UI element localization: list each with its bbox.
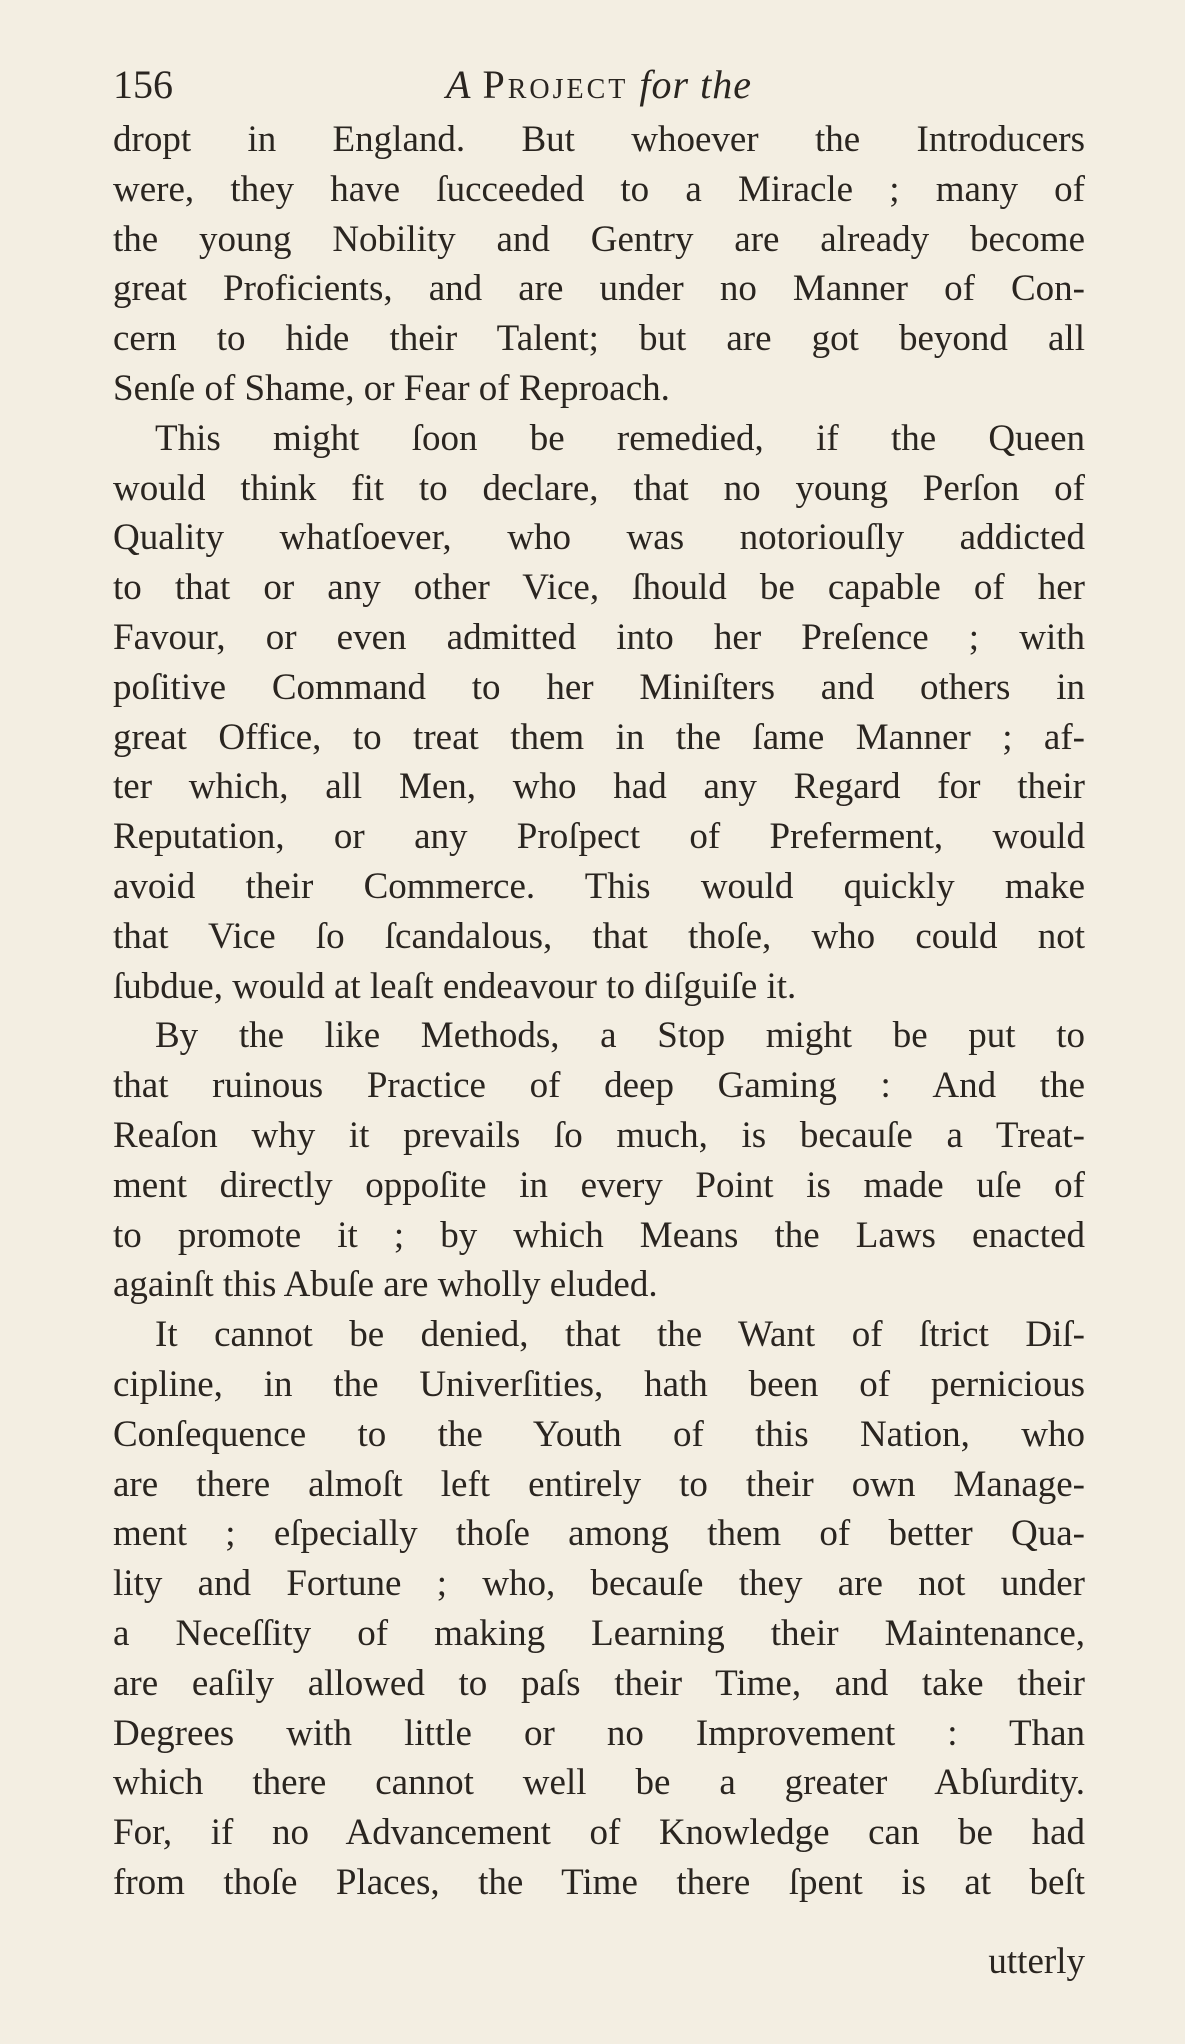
- text-line: a Neceſſity of making Learning their Maintenance,: [113, 1612, 1085, 1654]
- text-line: the young Nobility and Gentry are already become: [113, 218, 1085, 260]
- text-line: ment ; eſpecially thoſe among them of better Qua-: [113, 1513, 1085, 1555]
- text-line: Quality whatſoever, who was notoriouſly addicted: [113, 517, 1085, 559]
- text-line: ſubdue, would at leaſt endeavour to diſguiſe it.: [113, 965, 797, 1007]
- paragraph-start-line: This might ſoon be remedied, if the Queen: [155, 417, 1085, 459]
- text-line: Reaſon why it prevails ſo much, is becauſe a Treat-: [113, 1114, 1085, 1156]
- text-line: are eaſily allowed to paſs their Time, and take their: [113, 1662, 1085, 1704]
- text-line: that ruinous Practice of deep Gaming : And the: [113, 1065, 1085, 1107]
- running-title-suffix: for the: [639, 62, 752, 107]
- text-line: Conſequence to the Youth of this Nation, who: [113, 1413, 1085, 1455]
- text-line: that Vice ſo ſcandalous, that thoſe, who could not: [113, 915, 1085, 957]
- text-line: poſitive Command to her Miniſters and others in: [113, 666, 1085, 708]
- text-line: which there cannot well be a greater Abſurdity.: [113, 1762, 1085, 1804]
- paragraph-start-line: By the like Methods, a Stop might be put to: [155, 1015, 1085, 1057]
- text-line: ment directly oppoſite in every Point is made uſe of: [113, 1164, 1085, 1206]
- text-line: For, if no Advancement of Knowledge can be had: [113, 1812, 1085, 1854]
- text-line: againſt this Abuſe are wholly eluded.: [113, 1264, 658, 1306]
- text-line: to that or any other Vice, ſhould be capable of her: [113, 567, 1085, 609]
- running-title: [113, 55, 1085, 115]
- page-number: 156: [113, 62, 173, 107]
- text-line: ter which, all Men, who had any Regard for their: [113, 766, 1085, 808]
- text-line: cipline, in the Univerſities, hath been of pernicious: [113, 1363, 1085, 1405]
- running-header: [113, 55, 1085, 115]
- running-title-main: Project: [482, 62, 629, 107]
- text-line: lity and Fortune ; who, becauſe they are not under: [113, 1563, 1085, 1605]
- text-line: from thoſe Places, the Time there ſpent is at beſt: [113, 1861, 1085, 1903]
- paragraph-start-line: It cannot be denied, that the Want of ſtrict Diſ-: [155, 1314, 1085, 1356]
- text-line: were, they have ſucceeded to a Miracle ; many of: [113, 168, 1085, 210]
- text-line: cern to hide their Talent; but are got beyond all: [113, 318, 1085, 360]
- text-line: great Office, to treat them in the ſame Manner ; af-: [113, 716, 1085, 758]
- text-line: Senſe of Shame, or Fear of Reproach.: [113, 367, 670, 409]
- body-text: [113, 115, 1085, 1908]
- text-line: great Proficients, and are under no Manner of Con-: [113, 268, 1085, 310]
- running-title-prefix: A: [446, 62, 472, 107]
- catchword: utterly: [988, 1941, 1085, 1982]
- text-line: would think fit to declare, that no young Perſon of: [113, 467, 1085, 509]
- text-line: are there almoſt left entirely to their own Manage-: [113, 1463, 1085, 1505]
- text-line: Favour, or even admitted into her Preſence ; with: [113, 616, 1085, 658]
- text-line: avoid their Commerce. This would quickly make: [113, 865, 1085, 907]
- text-line: dropt in England. But whoever the Introducers: [113, 119, 1085, 160]
- text-line: to promote it ; by which Means the Laws enacted: [113, 1214, 1085, 1256]
- text-line: Degrees with little or no Improvement : Than: [113, 1712, 1085, 1754]
- text-line: Reputation, or any Proſpect of Preferment, would: [113, 816, 1085, 858]
